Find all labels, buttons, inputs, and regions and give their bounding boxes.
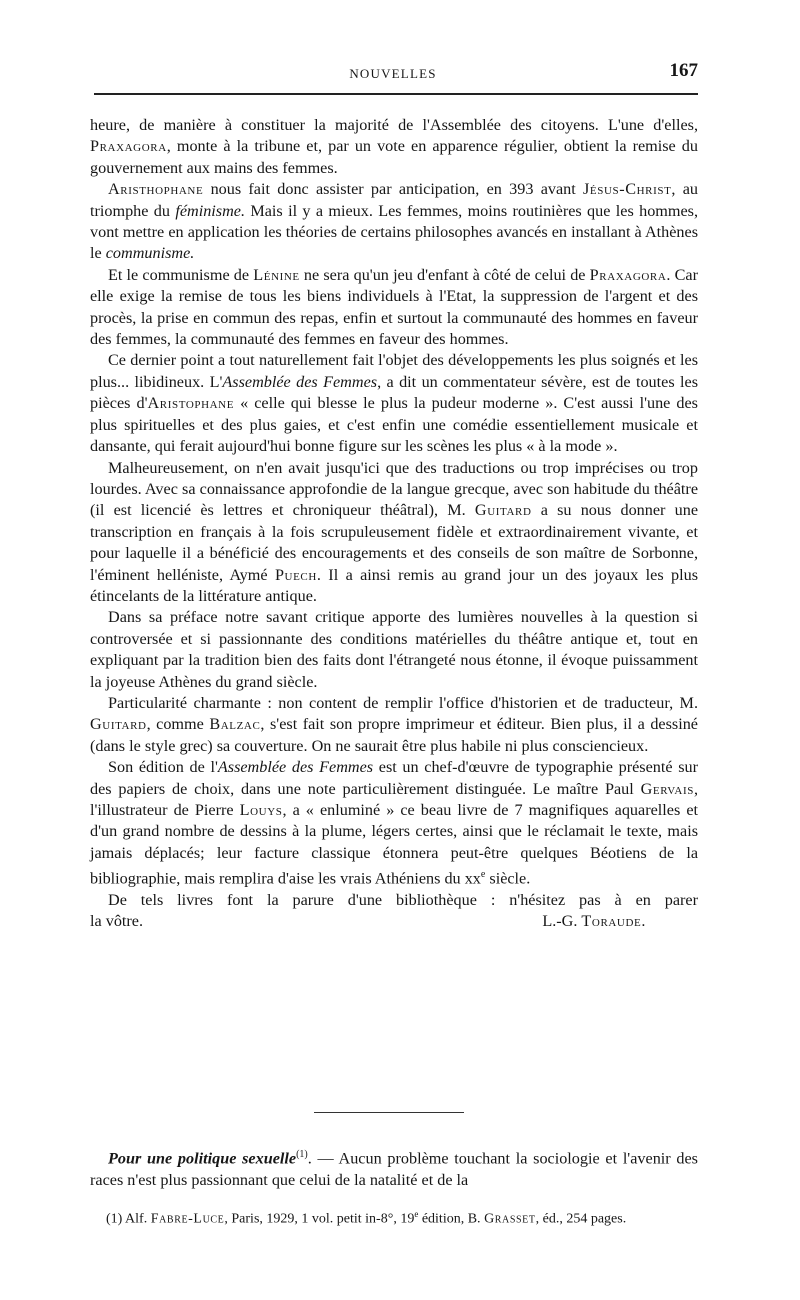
text: Mais il y a mieux. Les femmes, moins routinières que les hommes, vont mettre en application les théories de certains philosophes avancés en installant à Athènes le [90, 201, 698, 263]
text: . — Aucun problème touchant la sociologie et l'avenir des races n'est plus passionnant que celui de la natalité et de la [90, 1149, 698, 1189]
article-title: Pour une politique sexuelle [108, 1149, 297, 1168]
text: , s'est fait son propre imprimeur et éditeur. Bien plus, il a dessiné (dans le style grec) sa couverture. On ne saurait être plus habile ni plus consciencieux. [90, 715, 698, 755]
paragraph-9: De tels livres font la parure d'une bibliothèque : n'hésitez pas à en parer [108, 891, 698, 910]
text: , monte à la tribune et, par un vote en apparence régulier, obtient la remise du gouvernement aux mains des femmes. [90, 137, 698, 177]
text: . Car elle exige la remise de tous les biens individuels à l'Etat, la suppression de l'argent et des procès, la prise en commun des repas, enfin et surtout la communauté des hommes en faveur des femmes, la communauté des femmes en faveur des hommes. [90, 265, 698, 349]
text: . Il a ainsi remis au grand jour un des joyaux les plus étincelants de la littérature antique. [90, 565, 698, 605]
italic-term: communisme. [105, 244, 195, 263]
text: Malheureusement, on n'en avait jusqu'ici que des traductions ou trop imprécises ou trop lourdes. Avec sa connaissance approfondie de la langue grecque, avec son habitude du théâtre (il est licencié ès lettres et chroniqueur théâtral), M. [90, 458, 698, 520]
century-superscript: e [480, 869, 486, 881]
italic-title: Assemblée des Femmes [217, 758, 374, 777]
text: « celle qui blesse le plus la pudeur moderne ». C'est aussi l'une des plus spirituelles et des plus gaies, et c'est enfin une comédie essentiellement musicale et dansante, qui ferait aujourd'hui bonne figure sur les scènes les plus « à la mode ». [90, 394, 698, 456]
text: est un chef-d'œuvre de typographie présenté sur des papiers de choix, dans une note particulièrement distinguée. Le maître Paul [90, 758, 699, 798]
century: xx [464, 869, 481, 888]
section-separator [314, 1112, 464, 1113]
text: , a « enluminé » ce beau livre de 7 magnifiques aquarelles et d'un grand nombre de dessins à la plume, légers certes, ainsi que le réclamait le texte, mais jamais déplacés; leur facture classique étonnera peut-être quelques Béotiens de la bibliographie, mais remplira d'aise les vrais Athéniens du [90, 801, 699, 888]
name-aristophane: Aristophane [147, 394, 235, 413]
paragraph-7 [90, 693, 698, 757]
closing-line [90, 911, 698, 932]
paragraph-6: Dans sa préface notre savant critique apporte des lumières nouvelles à la question si controversée et si passionnante des conditions matérielles du théâtre antique et, tout en expliquant par la tradition bien des faits dont l'étrangeté nous étonne, il évoque puissamment la joyeuse Athènes du grand siècle. [90, 608, 698, 691]
text: nous fait donc assister par anticipation, en 393 avant [203, 180, 584, 199]
name-praxagora: Praxagora [589, 265, 667, 284]
edition-superscript: e [414, 1209, 419, 1219]
footnote-reference: (1) [296, 1149, 308, 1160]
text: heure, de manière à constituer la majorité de l'Assemblée des citoyens. L'une d'elles, [90, 116, 698, 134]
text: , Paris, 1929, 1 vol. petit in-8°, 19 [224, 1211, 415, 1227]
page-header [88, 58, 698, 88]
text: la vôtre. [90, 912, 144, 931]
text: Particularité charmante : non content de remplir l'office d'historien et de traducteur, M. [108, 693, 698, 712]
name-aristhophane: Aristhophane [108, 180, 204, 199]
name-guitard: Guitard [90, 715, 147, 734]
paragraph-2 [90, 179, 698, 265]
paragraph-5 [90, 458, 698, 608]
name-puech: Puech [274, 565, 317, 584]
italic-title: Assemblée des Femmes [222, 372, 378, 391]
running-title: NOUVELLES [349, 66, 437, 81]
text: Son édition de l' [108, 758, 218, 777]
text: Ce dernier point a tout naturellement fait l'objet des développements les plus soignés et les plus... libidineux. L' [90, 351, 698, 391]
text: , éd., 254 pages. [535, 1211, 627, 1227]
text: , comme [146, 715, 210, 734]
signature [542, 911, 646, 932]
article-body [90, 115, 698, 933]
text: Alf. [122, 1211, 151, 1227]
text: Et le communisme de [108, 265, 254, 284]
name-lenine: Lénine [253, 265, 300, 284]
name-guitard: Guitard [474, 501, 532, 520]
footnote [90, 1205, 698, 1229]
paragraph-3 [90, 265, 698, 351]
name-praxagora: Praxagora [90, 137, 167, 156]
header-rule [94, 93, 698, 95]
signature-initials: L.-G. [542, 912, 582, 931]
italic-term: féminisme. [175, 201, 246, 220]
page-number: 167 [669, 60, 698, 81]
author-name: Fabre-Luce [150, 1211, 225, 1227]
name-louys: Louys [239, 801, 283, 819]
text: , au triomphe du [90, 180, 698, 220]
text: siècle. [485, 869, 531, 888]
paragraph-8 [90, 757, 698, 890]
signature-name: Toraude. [581, 912, 646, 931]
publisher-name: Grasset [484, 1211, 536, 1227]
name-gervais: Gervais [640, 779, 694, 798]
document-page [88, 58, 699, 1227]
text: ne sera qu'un jeu d'enfant à côté de celui de [299, 265, 590, 284]
text: , l'illustrateur de Pierre [90, 779, 698, 819]
paragraph-1 [90, 115, 698, 179]
text: , a dit un commentateur sévère, est de toutes les pièces d' [90, 372, 699, 413]
name-jesus-christ: Jésus-Christ [583, 180, 672, 199]
footnote-marker: (1) [106, 1211, 123, 1227]
name-balzac: Balzac [209, 715, 261, 734]
text: a su nous donner une transcription en français à la fois scrupuleusement fidèle et extraordinairement vivante, et pour laquelle il a bénéficié des encouragements et des conseils de son maître de Sorbonne, l'éminent helléniste, Aymé [90, 501, 699, 584]
text: édition, B. [418, 1211, 485, 1227]
next-article [90, 1144, 698, 1191]
paragraph-4 [90, 350, 698, 457]
